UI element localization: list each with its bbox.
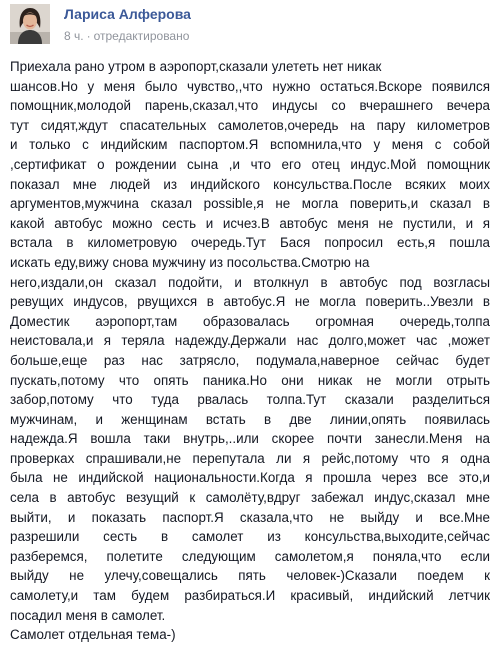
post-text-line: пускать,потому что опять паника.Но они никак не могли отрыть [10,372,490,388]
edited-label: отредактировано [93,29,190,43]
post-text-line: Самолет отдельная тема-) [10,627,176,643]
post-text-line: ,сертификат о рождении сына ,и что его отец индус.Мой помощник [10,156,490,172]
post-text-line: посадил меня в самолет. [10,607,166,623]
post-text-line: надежда.Я вошла таки внутрь,..или скорее почти занесли.Меня на [10,431,490,447]
post-text-line: села в автобус везущий к самолёту,вдруг забежал индус,сказал мне [10,490,490,506]
post-text-line: искать еду,вижу снова мужчину из посольства.Смотрю на [10,254,370,270]
meta-separator: · [86,29,91,43]
post-text-line: мужчинам, и женщинам встать в две линии,опять появилась [10,411,490,427]
author-name-link[interactable]: Лариса Алферова [64,6,191,22]
post-timestamp[interactable]: 8 ч. [64,29,84,43]
post-text-line: помощник,молодой парень,сказал,что индусы со вчерашнего вечера [10,98,490,114]
post-text-line: тут сидят,ждут спасательных самолетов,очередь на пару километров [10,117,490,133]
post-text-line: него,издали,он сказал подойти, и втолкнул в автобус под возгласы [10,274,490,290]
post-text-line: разрешили сесть в самолет из консульства,выходите,сейчас [10,529,490,545]
post-text-line: разберемся, полетите следующим самолетом,я поняла,что если [10,548,490,564]
post-text-line: неистовала,и я теряла надежду.Держали нас долго,может час ,может [10,333,490,349]
post-meta [64,29,189,43]
post-text-line: ревущих индусов, рвущихся в автобус.Я не могла поверить..Увезли в [10,294,490,310]
post-header [10,4,486,48]
post-text-line: была не индийской национальности.Когда я прошла через все это,и [10,470,490,486]
post-text-line: самолету,и там будем разбираться.И красивый, индийский летчик [10,588,490,604]
post-text [10,57,490,645]
post-text-line: шансов.Но у меня было чувство,,что нужно остаться.Вскоре появился [10,78,490,94]
author-avatar[interactable] [10,4,50,44]
post-text-line: Приехала рано утром в аэропорт,сказали улететь нет никак [10,59,382,74]
post-text-line: проверках спрашивали,не перепутала ли я рейс,потому что я одна [10,450,490,466]
post-text-line: выйду не улечу,совещались пять человек-)Сказали поедем к [10,568,490,584]
post-text-line: встала в километровую очередь.Тут Бася попросил есть,я пошла [10,235,490,251]
post-text-line: выйти, и показать паспорт.Я сказала,что не выйду и все.Мне [10,509,490,525]
post-text-line: больше,еще раз нас затрясло, подумала,наверное сейчас будет [10,352,490,368]
post-text-line: аргументов,мужчина сказал possible,я не могла поверить,и сказал в [10,196,490,212]
post-text-line: Доместик аэропорт,там образовалась огромная очередь,толпа [10,313,490,329]
post-text-line: показал мне людей из индийского консульства.После всяких моих [10,176,490,192]
post-text-line: какой автобус можно сесть и исчез.В автобус меня не пустили, и я [10,215,490,231]
post-text-line: и только с индийским паспортом.Я вспомнила,что у меня с собой [10,137,490,153]
post-text-line: забор,потому что туда рвалась толпа.Тут сказали разделиться [10,392,490,408]
